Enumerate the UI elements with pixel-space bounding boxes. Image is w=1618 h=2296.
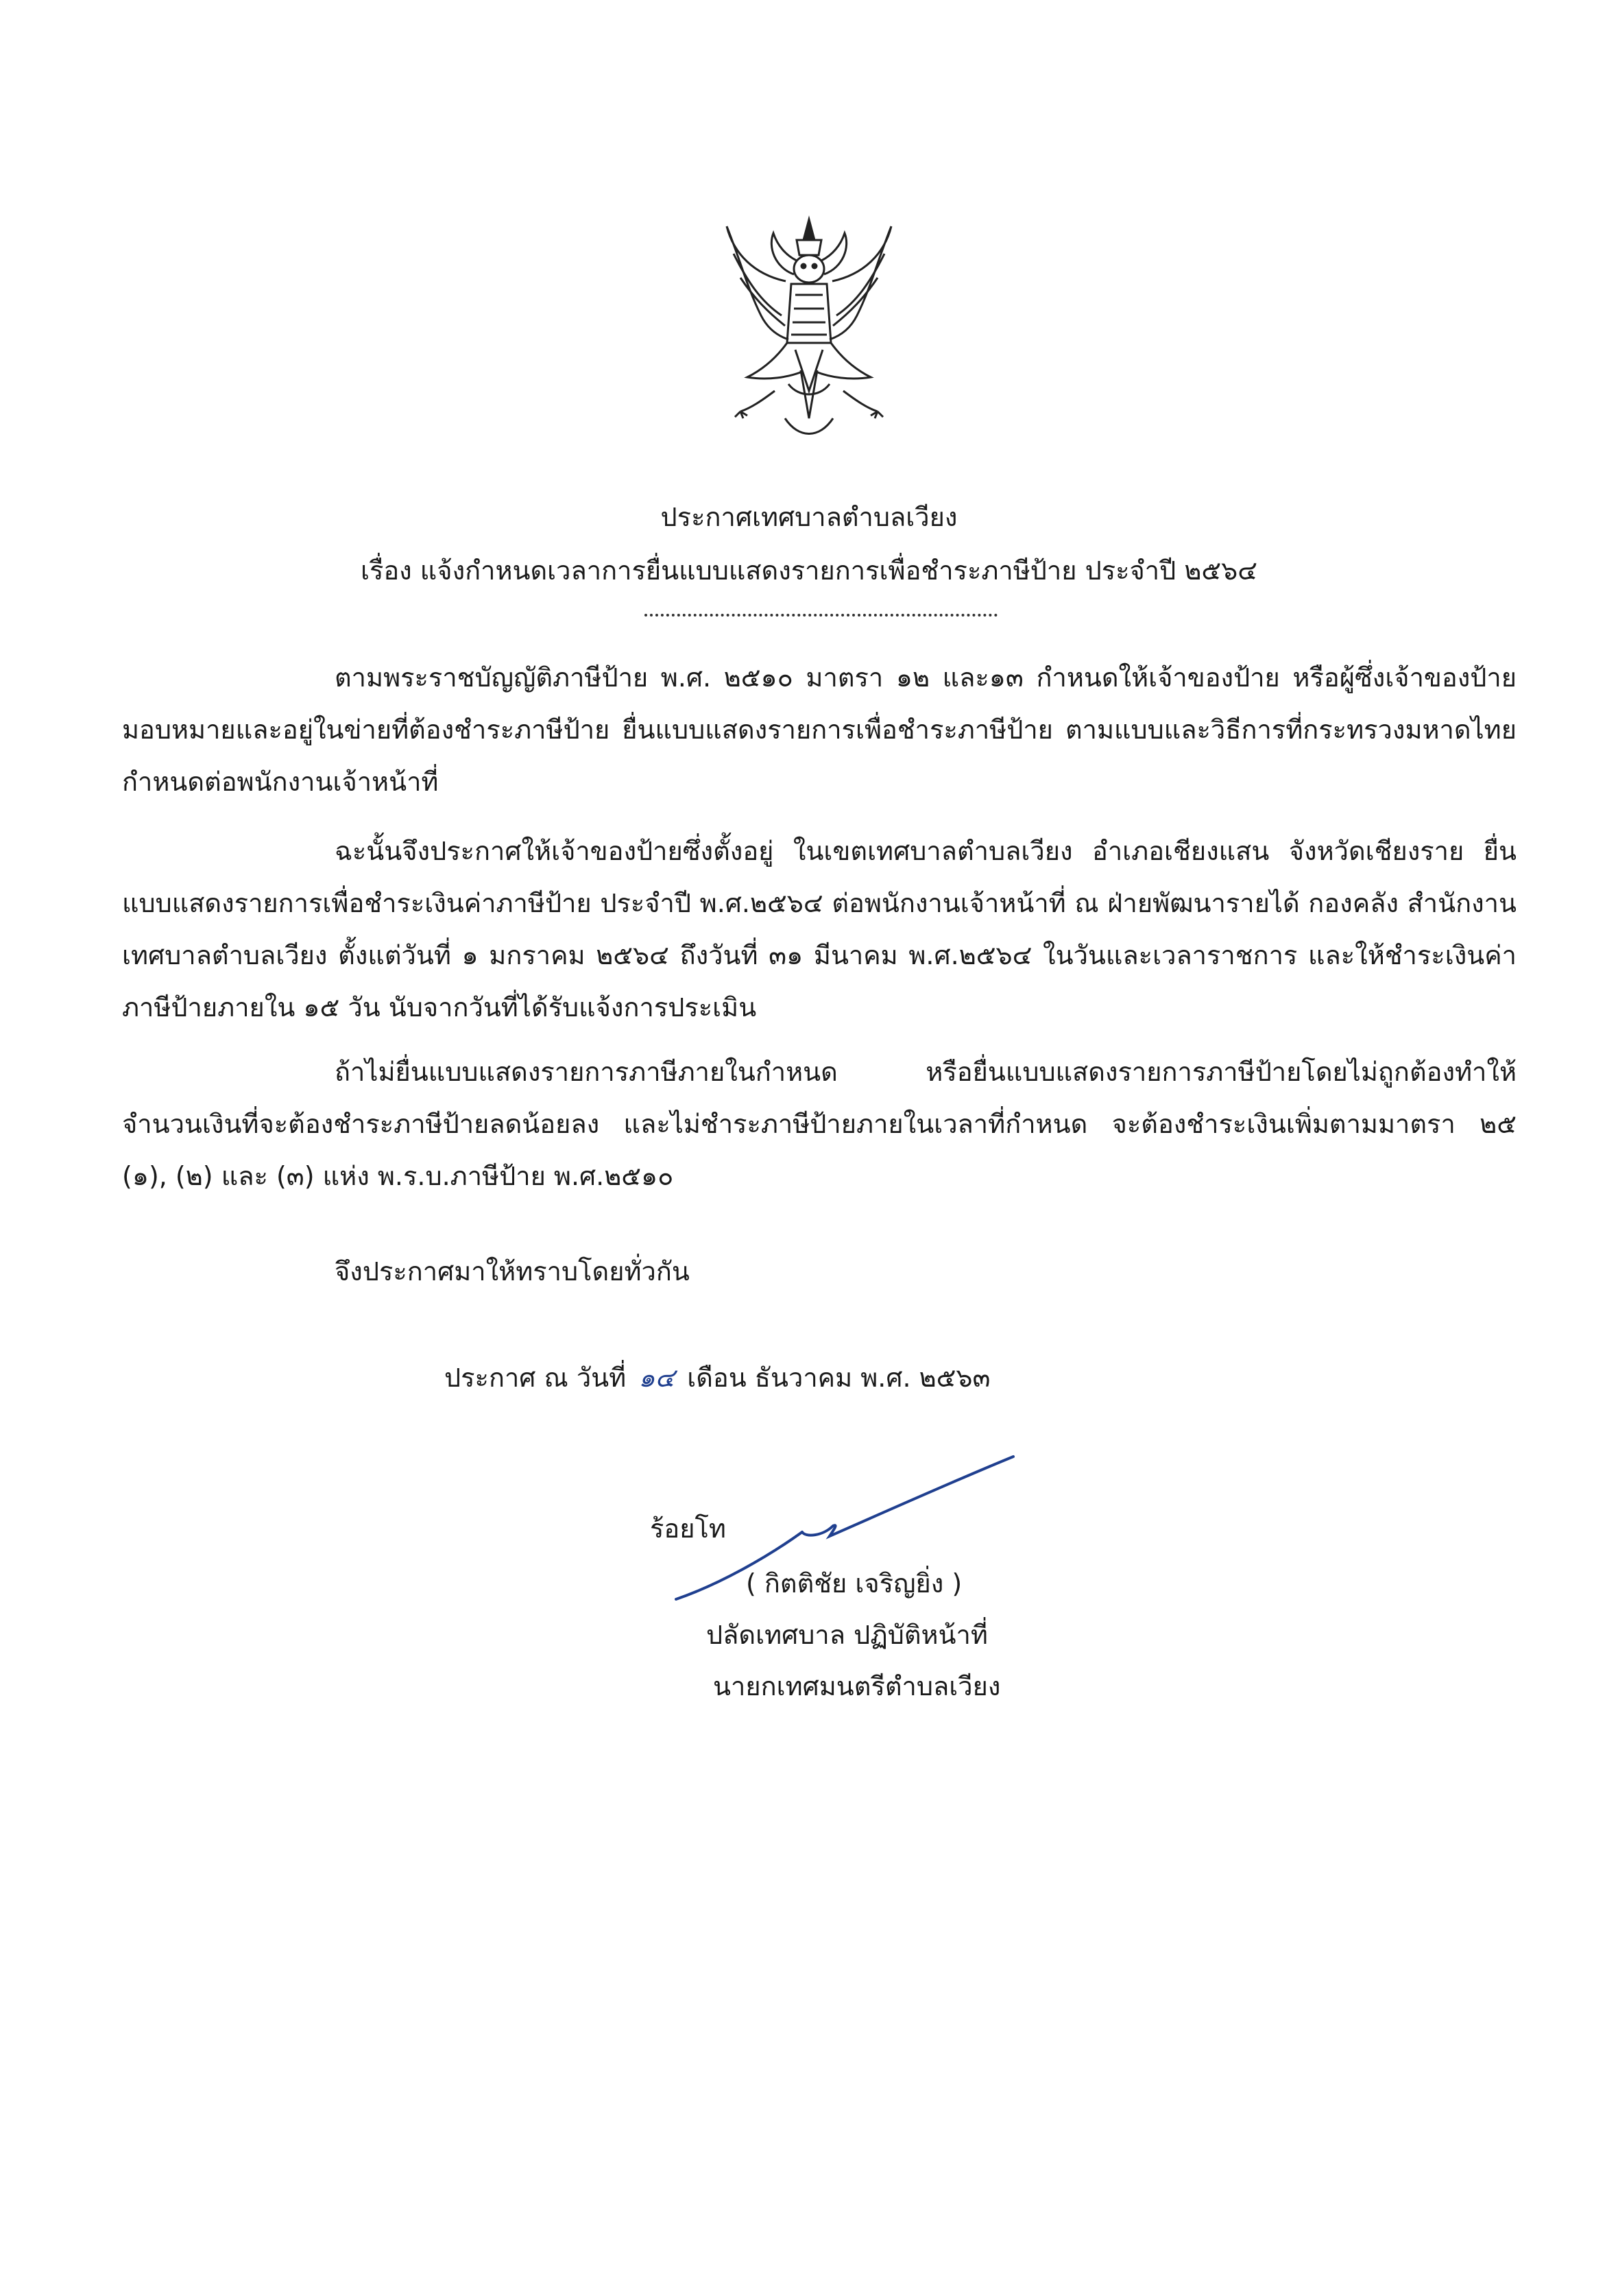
signer-position-2: นายกเทศมนตรีตำบลเวียง (713, 1671, 1001, 1701)
date-line (444, 1361, 991, 1394)
body-paragraph-3: ถ้าไม่ยื่นแบบแสดงรายการภาษีภายในกำหนด หรือยื่นแบบแสดงรายการภาษีป้ายโดยไม่ถูกต้องทำให้จำนวนเงินที่จะต้องชำระภาษีป้ายลดน้อยลง และไม่ชำระภาษีป้ายภายในเวลาที่กำหนด จะต้องชำระเงินเพิ่มตามมาตรา ๒๕ (๑), (๒) และ (๓) แห่ง พ.ร.บ.ภาษีป้าย พ.ศ.๒๕๑๐ (122, 1057, 1517, 1191)
signer-rank: ร้อยโท (650, 1514, 726, 1544)
body-paragraph-1: ตามพระราชบัญญัติภาษีป้าย พ.ศ. ๒๕๑๐ มาตรา ๑๒ และ๑๓ กำหนดให้เจ้าของป้าย หรือผู้ซึ่งเจ้าของป้ายมอบหมายและอยู่ในข่ายที่ต้องชำระภาษีป้าย ยื่นแบบแสดงรายการเพื่อชำระภาษีป้าย ตามแบบและวิธีการที่กระทรวงมหาดไทยกำหนดต่อพนักงานเจ้าหน้าที่ (122, 662, 1517, 797)
announcement-title: ประกาศเทศบาลตำบลเวียง (660, 502, 958, 532)
closing-statement: จึงประกาศมาให้ทราบโดยทั่วกัน (335, 1256, 690, 1287)
body-paragraph-2: ฉะนั้นจึงประกาศให้เจ้าของป้ายซึ่งตั้งอยู่ ในเขตเทศบาลตำบลเวียง อำเภอเชียงแสน จังหวัดเชียงราย ยื่นแบบแสดงรายการเพื่อชำระเงินค่าภาษีป้าย ประจำปี พ.ศ.๒๕๖๔ ต่อพนักงานเจ้าหน้าที่ ณ ฝ่ายพัฒนารายได้ กองคลัง สำนักงานเทศบาลตำบลเวียง ตั้งแต่วันที่ ๑ มกราคม ๒๕๖๔ ถึงวันที่ ๓๑ มีนาคม พ.ศ.๒๕๖๔ ในวันและเวลาราชการ และให้ชำระเงินค่าภาษีป้ายภายใน ๑๕ วัน นับจากวันที่ได้รับแจ้งการประเมิน (122, 836, 1517, 1023)
date-prefix: ประกาศ ณ วันที่ (444, 1363, 627, 1393)
signer-name: ( กิตติชัย เจริญยิ่ง ) (746, 1568, 963, 1599)
signer-position-1: ปลัดเทศบาล ปฏิบัติหน้าที่ (706, 1620, 988, 1650)
announcement-subject: เรื่อง แจ้งกำหนดเวลาการยื่นแบบแสดงรายการเพื่อชำระภาษีป้าย ประจำปี ๒๕๖๔ (360, 555, 1258, 586)
heading-divider (644, 614, 998, 617)
date-day-handwritten: ๑๔ (638, 1363, 675, 1393)
date-suffix: เดือน ธันวาคม พ.ศ. ๒๕๖๓ (687, 1363, 991, 1393)
garuda-emblem-icon (720, 213, 898, 446)
